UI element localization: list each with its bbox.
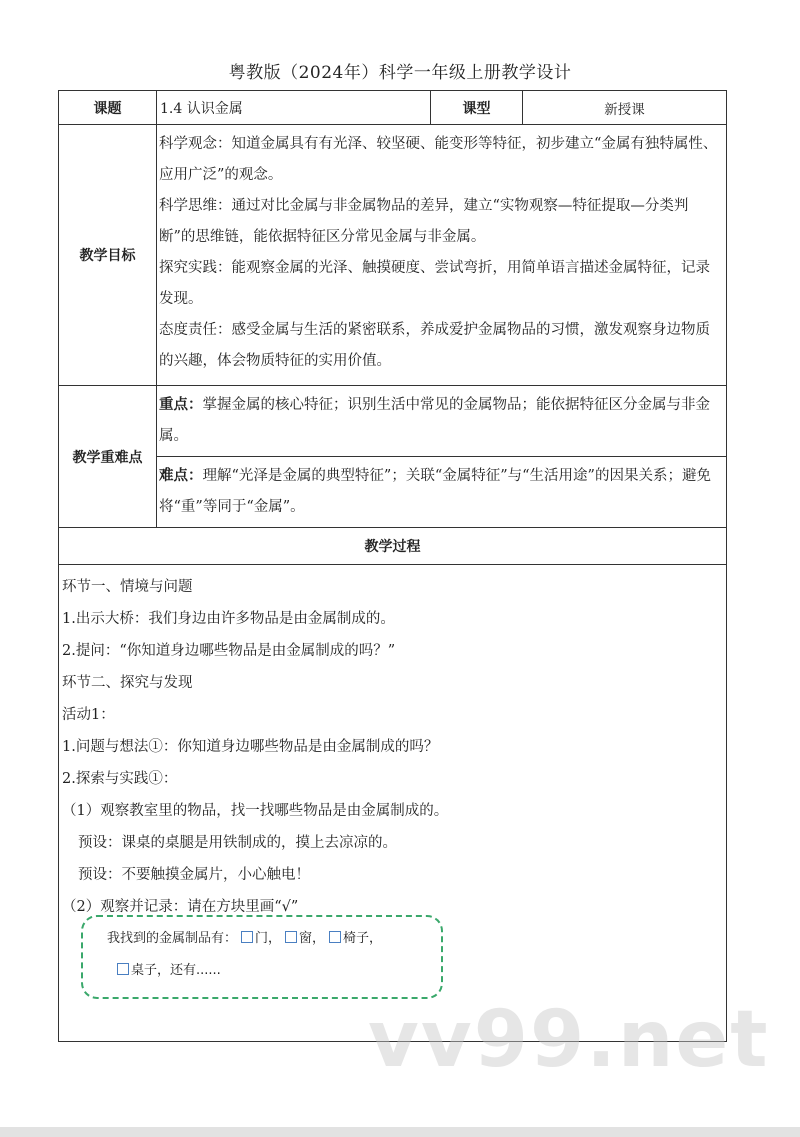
checkbox-window[interactable] (285, 931, 297, 943)
goal-thinking: 科学思维：通过对比金属与非金属物品的差异，建立“实物观察—特征提取—分类判断”的思维链，能依据特征区分常见金属与非金属。 (159, 198, 689, 245)
document-title: 粤教版（2024年）科学一年级上册教学设计 (228, 63, 572, 83)
key-point-cell (157, 386, 727, 457)
process-line: （1）观察教室里的物品，找一找哪些物品是由金属制成的。 (62, 803, 449, 819)
process-line: 环节一、情境与问题 (62, 579, 193, 595)
type-label: 课型 (431, 91, 523, 125)
record-line-2 (113, 961, 221, 981)
goal-attitude: 态度责任：感受金属与生活的紧密联系，养成爱护金属物品的习惯，激发观察身边物质的兴趣，体会物质特征的实用价值。 (159, 322, 710, 369)
goals-label: 教学目标 (59, 125, 157, 386)
process-heading: 教学过程 (59, 528, 727, 565)
record-lead: 我找到的金属制品有： (107, 931, 238, 946)
checkbox-door[interactable] (241, 931, 253, 943)
difficult-point-prefix: 难点： (159, 468, 203, 484)
checkbox-desk[interactable] (117, 963, 129, 975)
key-points-label: 教学重难点 (59, 386, 157, 528)
record-option-chair: 椅子， (343, 931, 383, 946)
record-option-window: 窗， (299, 931, 326, 946)
process-line: 2.提问：“你知道身边哪些物品是由金属制成的吗？” (62, 643, 396, 659)
process-line: （2）观察并记录：请在方块里画“√” (62, 899, 299, 915)
topic-label: 课题 (59, 91, 157, 125)
bottom-bar (0, 1127, 800, 1137)
process-line: 1.出示大桥：我们身边由许多物品是由金属制成的。 (62, 611, 395, 627)
record-option-door: 门， (255, 931, 282, 946)
key-point-text: 掌握金属的核心特征；识别生活中常见的金属物品；能依据特征区分金属与非金属。 (159, 397, 710, 444)
checkbox-chair[interactable] (329, 931, 341, 943)
process-line: 1.问题与想法①：你知道身边哪些物品是由金属制成的吗？ (62, 739, 439, 755)
process-line: 预设：不要触摸金属片，小心触电！ (78, 867, 310, 883)
watermark: vv99.net (368, 995, 770, 1085)
process-line: 活动1： (62, 707, 115, 723)
record-line-1 (107, 929, 382, 949)
topic-value: 1.4 认识金属 (157, 91, 431, 125)
lesson-plan-table (58, 90, 727, 1042)
type-value: 新授课 (523, 91, 727, 125)
process-line: 环节二、探究与发现 (62, 675, 193, 691)
process-line: 预设：课桌的桌腿是用铁制成的，摸上去凉凉的。 (78, 835, 397, 851)
record-box (81, 915, 443, 999)
key-point-prefix: 重点： (159, 397, 203, 413)
record-option-desk: 桌子，还有...... (131, 963, 221, 978)
difficult-point-cell (157, 457, 727, 528)
difficult-point-text: 理解“光泽是金属的典型特征”；关联“金属特征”与“生活用途”的因果关系；避免将“重”等同于“金属”。 (159, 468, 711, 515)
process-line: 2.探索与实践①： (62, 771, 178, 787)
goal-practice: 探究实践：能观察金属的光泽、触摸硬度、尝试弯折，用简单语言描述金属特征，记录发现。 (159, 260, 710, 307)
process-content (59, 565, 727, 1042)
goals-content (157, 125, 727, 386)
goal-concept: 科学观念：知道金属具有有光泽、较坚硬、能变形等特征，初步建立“金属有独特属性、应用广泛”的观念。 (159, 136, 718, 183)
